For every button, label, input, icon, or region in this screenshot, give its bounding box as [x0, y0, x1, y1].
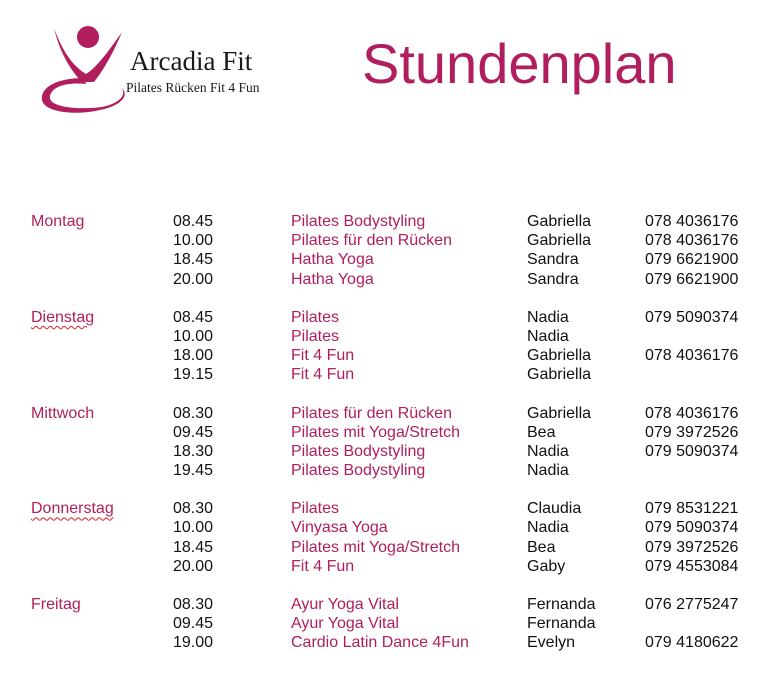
schedule-row [0, 404, 771, 423]
class-time: 08.30 [173, 404, 214, 422]
class-time: 18.00 [173, 347, 214, 365]
schedule-row [0, 423, 771, 442]
class-name: Cardio Latin Dance 4Fun [291, 634, 469, 652]
class-name: Ayur Yoga Vital [291, 615, 399, 633]
class-time: 20.00 [173, 270, 214, 288]
brand-tagline: Pilates Rücken Fit 4 Fun [126, 80, 260, 95]
arcadia-fit-logo [38, 22, 270, 120]
yoga-figure-icon [38, 22, 128, 120]
schedule-row [0, 633, 771, 652]
schedule-row [0, 308, 771, 327]
class-time: 19.00 [173, 634, 214, 652]
schedule-row [0, 231, 771, 250]
schedule-row [0, 212, 771, 231]
phone-number: 078 4036176 [645, 404, 739, 422]
teacher-name: Bea [527, 423, 556, 441]
class-name: Pilates mit Yoga/Stretch [291, 538, 460, 556]
class-time: 10.00 [173, 519, 214, 537]
class-name: Pilates [291, 500, 340, 518]
phone-number: 079 6621900 [645, 270, 739, 288]
class-name: Pilates Bodystyling [291, 213, 426, 230]
class-time: 18.45 [173, 538, 214, 556]
class-time: 20.00 [173, 557, 214, 575]
schedule-row [0, 557, 771, 576]
schedule-row [0, 499, 771, 518]
phone-number: 079 5090374 [645, 308, 739, 326]
phone-number: 078 4036176 [645, 347, 739, 365]
teacher-name: Gaby [527, 557, 566, 575]
schedule-row [0, 270, 771, 289]
class-time: 08.45 [173, 308, 214, 326]
class-time: 08.30 [173, 596, 214, 613]
class-name: Hatha Yoga [291, 251, 374, 269]
teacher-name: Gabriella [527, 232, 592, 250]
teacher-name: Sandra [527, 251, 579, 269]
day-label: Freitag [31, 596, 81, 613]
class-time: 08.30 [173, 500, 214, 518]
teacher-name: Nadia [527, 462, 569, 480]
phone-number: 078 4036176 [645, 232, 739, 250]
schedule-row [0, 595, 771, 614]
day-group-thursday [0, 499, 771, 576]
day-group-tuesday [0, 308, 771, 385]
day-label: Mittwoch [31, 404, 95, 422]
teacher-name: Nadia [527, 327, 569, 345]
class-name: Pilates mit Yoga/Stretch [291, 423, 460, 441]
schedule-row [0, 250, 771, 269]
schedule-row [0, 442, 771, 461]
day-label: Dienstag [31, 308, 95, 326]
class-name: Pilates für den Rücken [291, 404, 452, 422]
class-time: 19.15 [173, 366, 214, 384]
class-name: Fit 4 Fun [291, 366, 355, 384]
phone-number: 079 4180622 [645, 634, 739, 652]
class-name: Vinyasa Yoga [291, 519, 388, 537]
class-name: Fit 4 Fun [291, 347, 355, 365]
day-group-monday [0, 212, 771, 289]
teacher-name: Fernanda [527, 596, 596, 613]
schedule-row [0, 614, 771, 633]
teacher-name: Gabriella [527, 347, 592, 365]
class-time: 09.45 [173, 423, 214, 441]
teacher-name: Nadia [527, 308, 569, 326]
phone-number: 079 3972526 [645, 423, 739, 441]
schedule-row [0, 538, 771, 557]
class-name: Pilates für den Rücken [291, 232, 452, 250]
day-group-friday [0, 595, 771, 653]
schedule-row [0, 346, 771, 365]
class-name: Hatha Yoga [291, 270, 374, 288]
phone-number: 079 4553084 [645, 557, 739, 575]
day-label: Donnerstag [31, 500, 114, 518]
schedule-row [0, 518, 771, 537]
phone-number: 078 4036176 [645, 213, 739, 230]
class-name: Pilates Bodystyling [291, 462, 426, 480]
class-time: 19.45 [173, 462, 214, 480]
class-name: Ayur Yoga Vital [291, 596, 399, 613]
schedule-row [0, 461, 771, 480]
class-name: Pilates Bodystyling [291, 442, 426, 460]
teacher-name: Bea [527, 538, 556, 556]
schedule-table [0, 212, 771, 672]
brand-name: Arcadia Fit [130, 46, 253, 76]
class-time: 10.00 [173, 327, 214, 345]
phone-number: 079 8531221 [645, 500, 739, 518]
teacher-name: Claudia [527, 500, 582, 518]
day-group-wednesday [0, 404, 771, 481]
teacher-name: Fernanda [527, 615, 596, 633]
class-name: Pilates [291, 327, 340, 345]
teacher-name: Nadia [527, 442, 569, 460]
class-time: 09.45 [173, 615, 214, 633]
teacher-name: Gabriella [527, 213, 592, 230]
class-time: 18.45 [173, 251, 214, 269]
phone-number: 079 3972526 [645, 538, 739, 556]
class-name: Pilates [291, 308, 340, 326]
class-name: Fit 4 Fun [291, 557, 355, 575]
day-label: Montag [31, 213, 85, 230]
teacher-name: Nadia [527, 519, 569, 537]
class-time: 08.45 [173, 213, 214, 230]
schedule-row [0, 327, 771, 346]
phone-number: 079 5090374 [645, 442, 739, 460]
teacher-name: Gabriella [527, 366, 592, 384]
teacher-name: Gabriella [527, 404, 592, 422]
phone-number: 079 6621900 [645, 251, 739, 269]
schedule-row [0, 365, 771, 384]
phone-number: 076 2775247 [645, 596, 739, 613]
page-title: Stundenplan [362, 32, 677, 95]
teacher-name: Evelyn [527, 634, 576, 652]
teacher-name: Sandra [527, 270, 579, 288]
class-time: 18.30 [173, 442, 214, 460]
phone-number: 079 5090374 [645, 519, 739, 537]
class-time: 10.00 [173, 232, 214, 250]
